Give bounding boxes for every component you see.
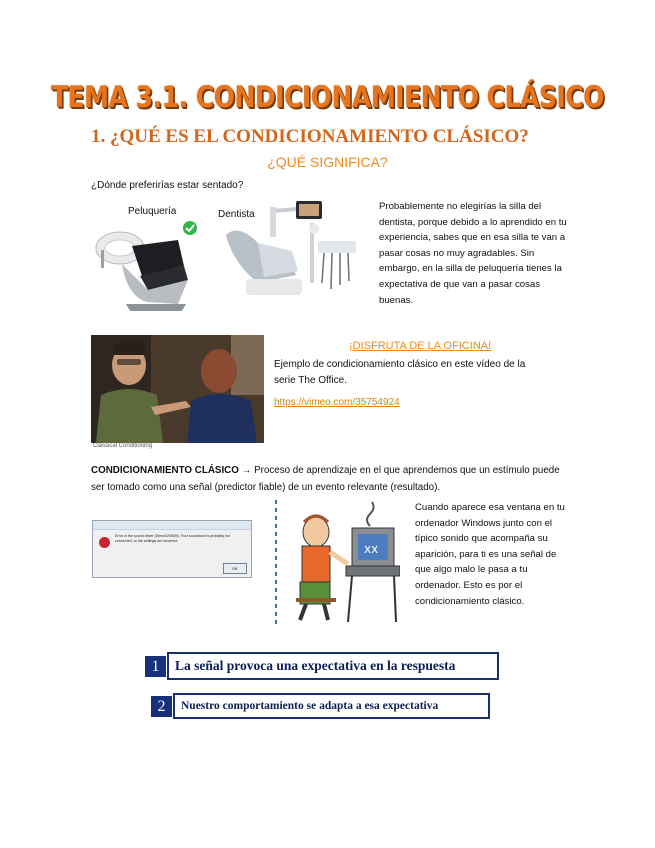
office-scene-image xyxy=(91,335,264,443)
definition-term: CONDICIONAMIENTO CLÁSICO xyxy=(91,465,239,476)
error-ok-button: OK xyxy=(223,563,247,574)
paragraph-dentist: Probablemente no elegirías la silla del dentista, porque debido a lo aprendido en tu experiencia, sabes que en esa silla te van a pasar cosas no muy agradables. Sin embargo, en la silla de peluquería tienes la expectativa de que van a pasar cosas buenas. xyxy=(379,201,567,306)
label-dentista: Dentista xyxy=(218,209,255,220)
dentist-chair-image xyxy=(218,193,368,308)
enjoy-office-heading: ¡DISFRUTA DE LA OFICINA! xyxy=(349,340,492,352)
error-message: Error in the sound driver (DirectX/WDM). Your soundcard is probably not connected, or the settings are incorrect. xyxy=(115,534,231,543)
error-dialog-image xyxy=(92,520,252,578)
point-2-text: Nuestro comportamiento se adapta a esa expectativa xyxy=(181,700,439,712)
point-1-text: La señal provoca una expectativa en la respuesta xyxy=(175,658,456,673)
label-peluqueria: Peluquería xyxy=(128,206,177,217)
definition-paragraph xyxy=(91,462,561,496)
arrow-icon: → xyxy=(241,465,252,476)
definition-text: Proceso de aprendizaje en el que aprendemos que un estímulo puede ser tomado como una señal (predictor fiable) de un evento relevante (resultado). xyxy=(91,465,560,493)
office-description: Ejemplo de condicionamiento clásico en este vídeo de la serie The Office. xyxy=(274,359,526,386)
subheading: ¿QUÉ SIGNIFICA? xyxy=(267,154,388,170)
question-text: ¿Dónde preferirías estar sentado? xyxy=(91,180,244,191)
vimeo-link[interactable]: https://vimeo.com/35754924 xyxy=(274,397,400,408)
point-number-2: 2 xyxy=(151,696,172,717)
barber-chair-image xyxy=(92,218,200,314)
video-caption: Classical Conditioning xyxy=(93,443,153,449)
svg-text:xx: xx xyxy=(364,542,379,556)
point-1-box xyxy=(167,652,499,680)
error-icon xyxy=(99,537,110,548)
office-video-thumbnail[interactable] xyxy=(91,335,264,455)
page-title: TEMA 3.1. CONDICIONAMIENTO CLÁSICO xyxy=(50,80,605,114)
paragraph-windows: Cuando aparece esa ventana en tu ordenador Windows junto con el típico sonido que acompaña su aparición, para ti es una señal de que algo malo le pasa a tu ordenador. Esto es por el condicionamiento clásico. xyxy=(415,502,565,607)
point-2-box xyxy=(173,693,490,719)
section-heading: 1. ¿QUÉ ES EL CONDICIONAMIENTO CLÁSICO? xyxy=(91,126,529,147)
point-number-1: 1 xyxy=(145,656,166,677)
frustrated-computer-user-image xyxy=(272,498,400,626)
